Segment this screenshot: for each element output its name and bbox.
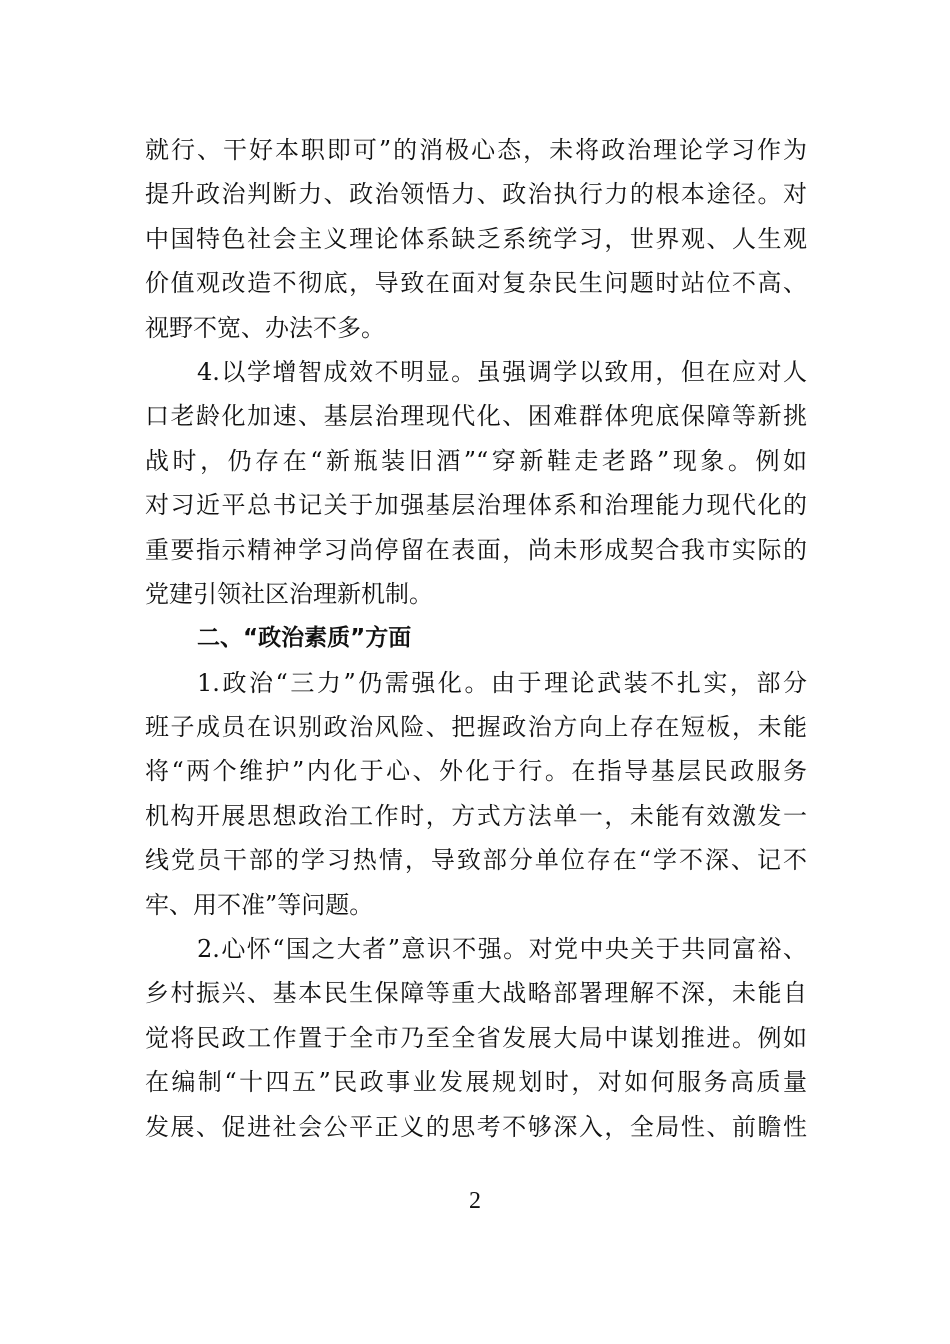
text-line: 线党员干部的学习热情，导致部分单位存在“学不深、记不 (145, 846, 807, 875)
page-number: 2 (469, 1188, 481, 1214)
paragraph (145, 350, 807, 616)
text-line: 就行、干好本职即可”的消极心态，未将政治理论学习作为 (145, 136, 807, 164)
text-line: 价值观改造不彻底，导致在面对复杂民生问题时站位不高、 (145, 269, 807, 298)
section-heading (145, 616, 807, 660)
text-line: 乡村振兴、基本民生保障等重大战略部署理解不深，未能自 (145, 979, 807, 1008)
text-line: 中国特色社会主义理论体系缺乏系统学习，世界观、人生观 (145, 224, 807, 253)
text-line: 视野不宽、办法不多。 (145, 313, 385, 342)
text-line: 机构开展思想政治工作时，方式方法单一，未能有效激发一 (145, 801, 807, 830)
text-line: 口老龄化加速、基层治理现代化、困难群体兜底保障等新挑 (145, 402, 807, 431)
text-line: 觉将民政工作置于全市乃至全省发展大局中谋划推进。例如 (145, 1023, 807, 1052)
text-line: 战时，仍存在“新瓶装旧酒”“穿新鞋走老路”现象。例如 (145, 446, 807, 475)
text-line: 发展、促进社会公平正义的思考不够深入，全局性、前瞻性 (145, 1112, 807, 1141)
text-line: 4.以学增智成效不明显。虽强调学以致用，但在应对人 (197, 357, 807, 386)
paragraph (145, 927, 807, 1149)
paragraph (145, 661, 807, 927)
text-line: 提升政治判断力、政治领悟力、政治执行力的根本途径。对 (145, 180, 807, 209)
paragraph (145, 128, 807, 350)
text-line: 牢、用不准”等问题。 (145, 890, 374, 919)
text-line: 将“两个维护”内化于心、外化于行。在指导基层民政服务 (145, 757, 807, 786)
text-line: 1.政治“三力”仍需强化。由于理论武装不扎实，部分 (197, 668, 807, 697)
text-line: 党建引领社区治理新机制。 (145, 579, 433, 608)
text-line: 在编制“十四五”民政事业发展规划时，对如何服务高质量 (145, 1068, 807, 1097)
text-line: 重要指示精神学习尚停留在表面，尚未形成契合我市实际的 (145, 535, 807, 564)
text-line: 对习近平总书记关于加强基层治理体系和治理能力现代化的 (145, 491, 807, 520)
text-line: 2.心怀“国之大者”意识不强。对党中央关于共同富裕、 (197, 935, 807, 964)
document-body (145, 128, 807, 1149)
text-line: 班子成员在识别政治风险、把握政治方向上存在短板，未能 (145, 713, 807, 742)
text-line: 二、“政治素质”方面 (197, 625, 412, 652)
